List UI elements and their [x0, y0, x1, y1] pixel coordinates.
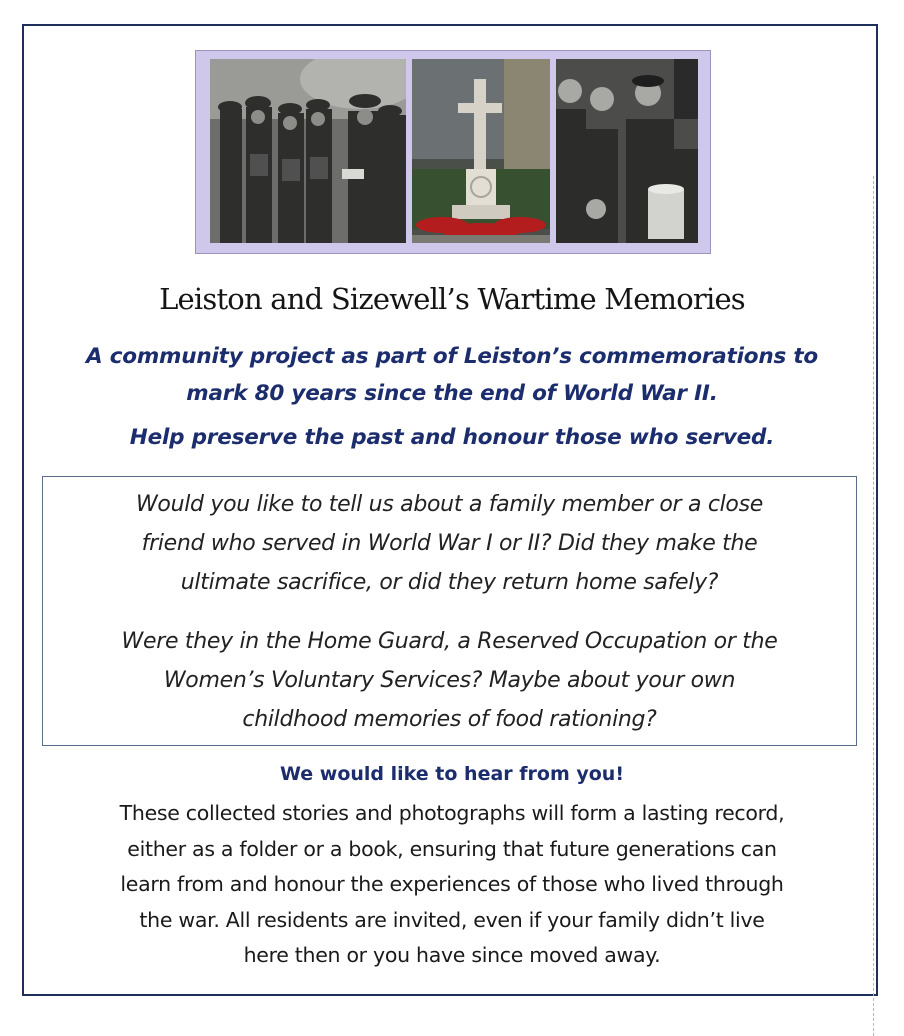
- war-memorial-cross-photo: [412, 59, 550, 243]
- call-to-action: We would like to hear from you!: [280, 763, 624, 785]
- body-line: here then or you have since moved away.: [243, 943, 661, 967]
- photo-strip: [195, 50, 711, 254]
- page-title: Leiston and Sizewell’s Wartime Memories: [159, 282, 745, 316]
- questions-box: [42, 476, 857, 746]
- question-line: Women’s Voluntary Services? Maybe about your own: [163, 668, 736, 693]
- project-subtitle: [30, 338, 874, 412]
- body-paragraph: [40, 796, 864, 974]
- question-line: Were they in the Home Guard, a Reserved Occupation or the: [121, 629, 778, 654]
- subtitle-line: A community project as part of Leiston’s commemorations to: [86, 344, 818, 369]
- question-paragraph-1: [43, 485, 856, 602]
- question-line: ultimate sacrifice, or did they return home safely?: [180, 570, 719, 595]
- subtitle-line: mark 80 years since the end of World War II.: [186, 381, 718, 406]
- tagline: Help preserve the past and honour those who served.: [129, 425, 775, 450]
- question-paragraph-2: [43, 622, 856, 739]
- body-line: These collected stories and photographs will form a lasting record,: [119, 801, 785, 825]
- soldiers-inspection-photo: [210, 59, 406, 243]
- body-line: the war. All residents are invited, even if your family didn’t live: [139, 907, 765, 932]
- question-line: friend who served in World War I or II? Did they make the: [141, 531, 758, 556]
- body-line: either as a folder or a book, ensuring that future generations can: [127, 836, 777, 861]
- body-line: learn from and honour the experiences of those who lived through: [120, 872, 784, 896]
- question-line: Would you like to tell us about a family member or a close: [135, 492, 763, 517]
- wartime-group-photo: [556, 59, 698, 243]
- question-line: childhood memories of food rationing?: [242, 707, 657, 732]
